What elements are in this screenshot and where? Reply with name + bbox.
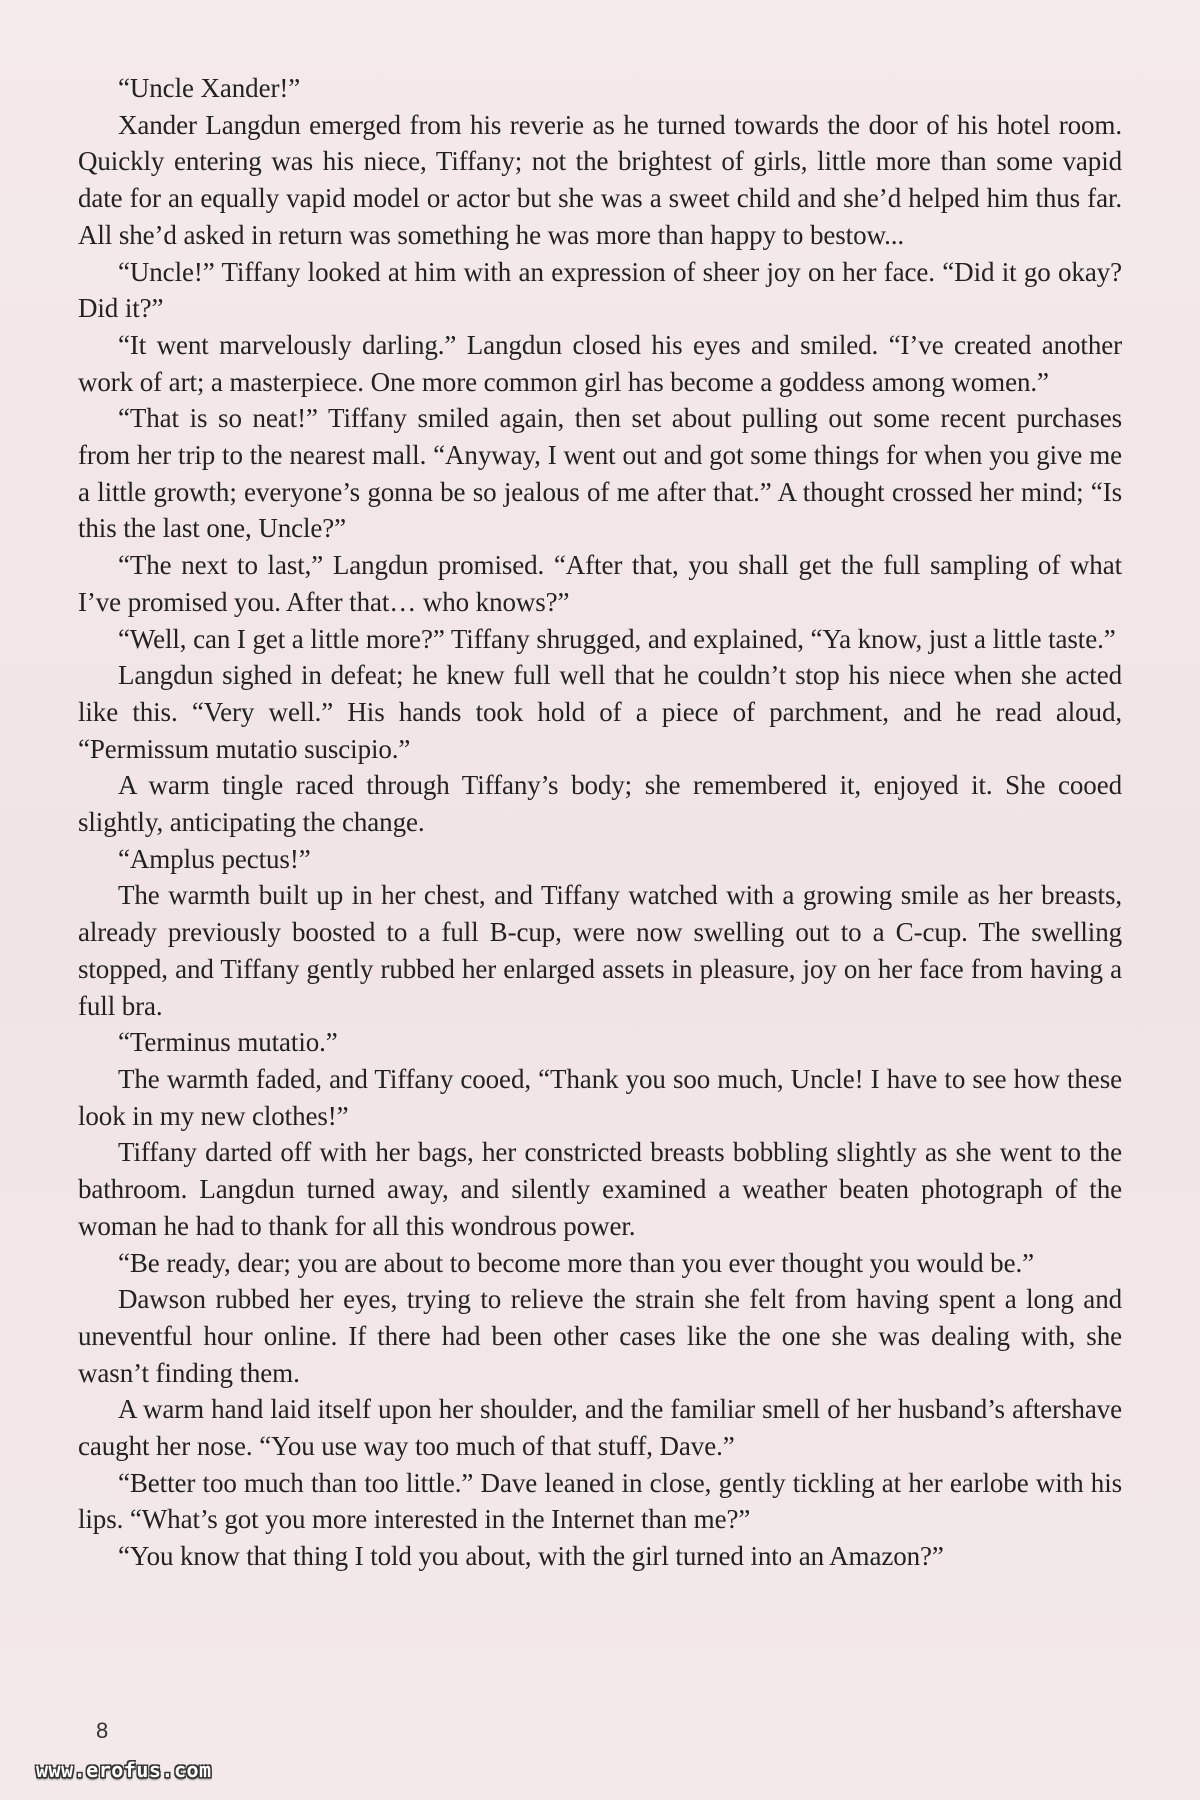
paragraph: “You know that thing I told you about, with the girl turned into an Amazon?” [118,1541,944,1572]
paragraph: The warmth built up in her chest, and Tiffany watched with a growing smile as her breasts, already previously boosted to a full B-cup, were now swelling out to a C-cup. The swelling stopped, and Tiffany gently rubbed her enlarged assets in pleasure, joy on her face from having a full bra. [78,880,1122,1021]
paragraph: A warm tingle raced through Tiffany’s body; she remembered it, enjoyed it. She cooed slightly, anticipating the change. [78,770,1122,838]
paragraph: “It went marvelously darling.” Langdun closed his eyes and smiled. “I’ve created another work of art; a masterpiece. One more common girl has become a goddess among women.” [78,329,1122,397]
paragraph: “The next to last,” Langdun promised. “After that, you shall get the full sampling of what I’ve promised you. After that… who knows?” [78,550,1122,617]
paragraph: Tiffany darted off with her bags, her constricted breasts bobbling slightly as she went to the bathroom. Langdun turned away, and silently examined a weather beaten photograph of the woman he had to thank for all this wondrous power. [78,1137,1122,1241]
paragraph: “Better too much than too little.” Dave leaned in close, gently tickling at her earlobe with his lips. “What’s got you more interested in the Internet than me?” [78,1467,1122,1535]
paragraph: “Well, can I get a little more?” Tiffany shrugged, and explained, “Ya know, just a little taste.” [118,623,1116,654]
body-text [78,70,1122,1575]
paragraph: “Amplus pectus!” [118,843,311,874]
page-number: 8 [96,1718,109,1743]
paragraph: “Be ready, dear; you are about to become more than you ever thought you would be.” [118,1247,1034,1278]
paragraph: Langdun sighed in defeat; he knew full well that he couldn’t stop his niece when she acted like this. “Very well.” His hands took hold of a piece of parchment, and he read aloud, “Permissum mutatio suscipio.” [78,660,1122,764]
paragraph: Dawson rubbed her eyes, trying to relieve the strain she felt from having spent a long and uneventful hour online. If there had been other cases like the one she was dealing with, she wasn’t finding them. [78,1284,1122,1388]
paragraph: “Uncle Xander!” [118,73,301,103]
paragraph: Xander Langdun emerged from his reverie as he turned towards the door of his hotel room. Quickly entering was his niece, Tiffany; not the brightest of girls, little more than some vapid date for an equally vapid model or actor but she was a sweet child and she’d helped him thus far. All she’d asked in return was something he was more than happy to bestow... [78,109,1122,250]
watermark: www.erofus.com [36,1758,212,1782]
paragraph: The warmth faded, and Tiffany cooed, “Thank you soo much, Uncle! I have to see how these look in my new clothes!” [78,1063,1122,1131]
paragraph: A warm hand laid itself upon her shoulder, and the familiar smell of her husband’s aftershave caught her nose. “You use way too much of that stuff, Dave.” [78,1394,1122,1462]
paragraph: “Terminus mutatio.” [118,1027,338,1058]
paragraph: “Uncle!” Tiffany looked at him with an expression of sheer joy on her face. “Did it go okay? Did it?” [78,256,1122,324]
paragraph: “That is so neat!” Tiffany smiled again, then set about pulling out some recent purchases from her trip to the nearest mall. “Anyway, I went out and got some things for when you give me a little growth; everyone’s gonna be so jealous of me after that.” A thought crossed her mind; “Is this the last one, Uncle?” [78,403,1122,544]
